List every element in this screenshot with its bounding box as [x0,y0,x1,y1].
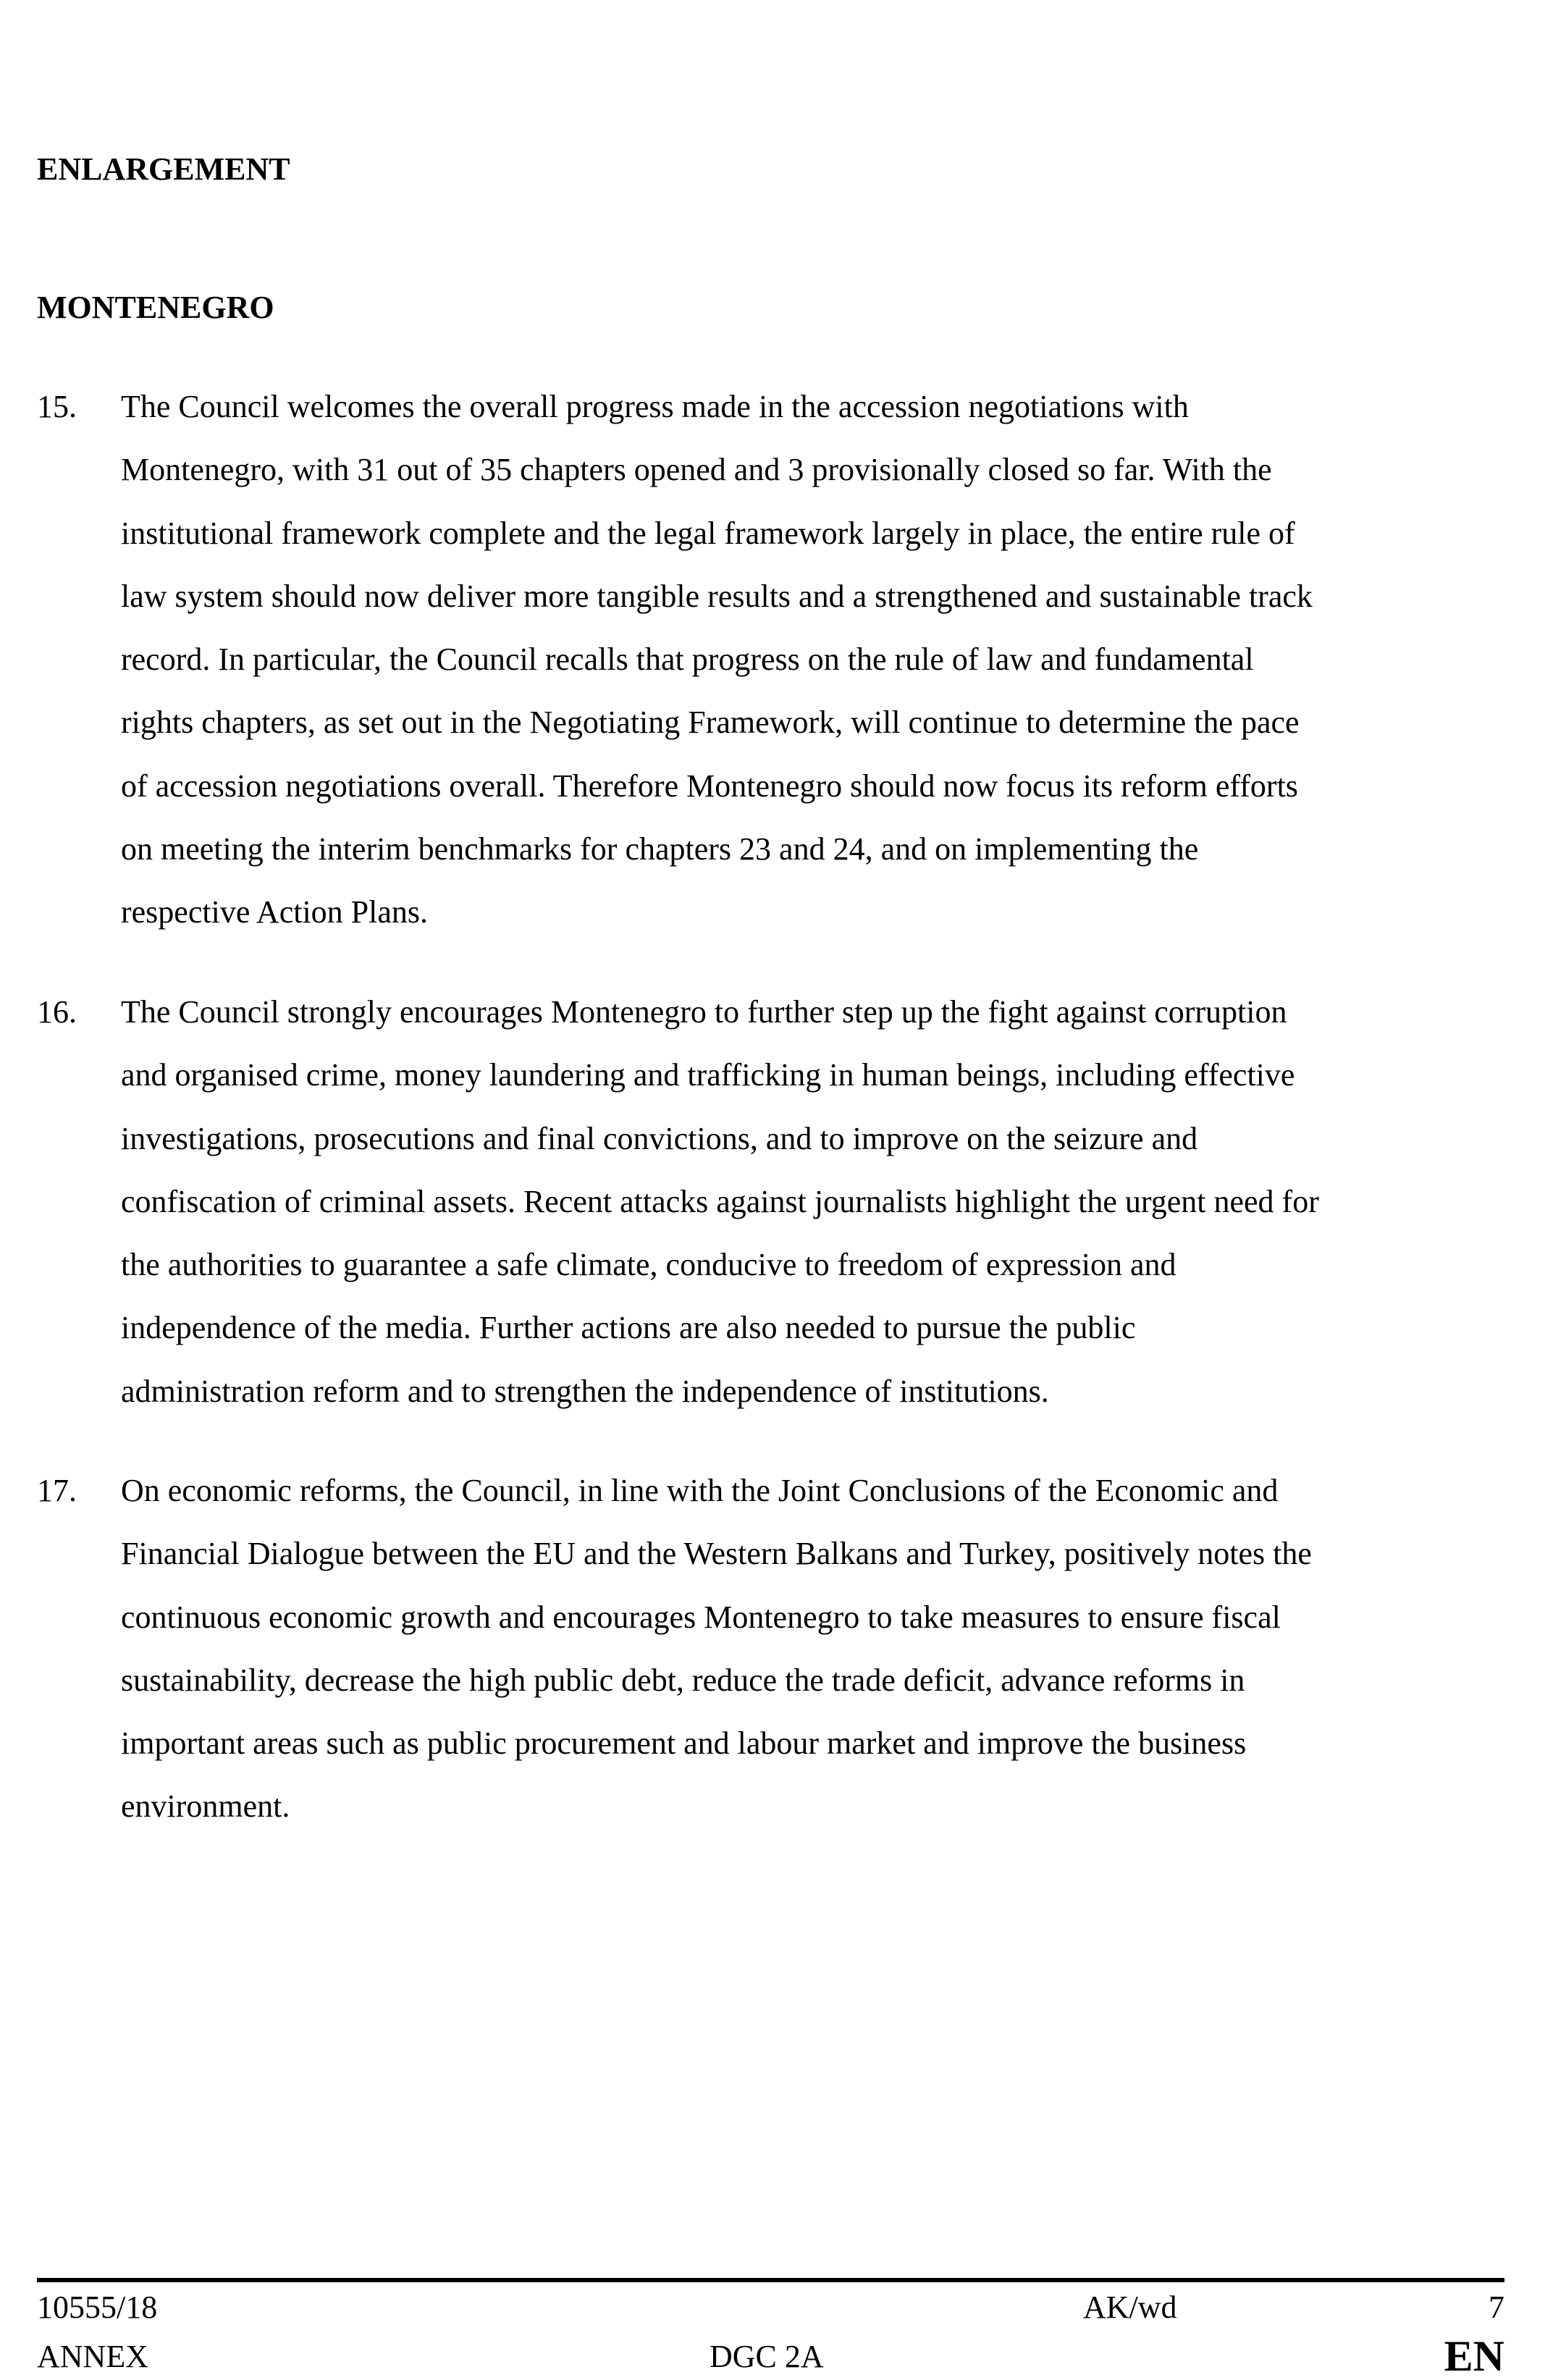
text-line: institutional framework complete and the legal framework largely in place, the entire rule of [121,515,1295,551]
footer-initials: AK/wd [1083,2289,1177,2325]
text-line: law system should now deliver more tangible results and a strengthened and sustainable track [121,578,1313,614]
paragraph-text [121,980,1518,1423]
section-heading: ENLARGEMENT [37,151,290,187]
text-line: confiscation of criminal assets. Recent attacks against journalists highlight the urgent need for [121,1183,1319,1219]
paragraph-number: 15. [37,389,77,424]
text-line: important areas such as public procurement and labour market and improve the business [121,1725,1247,1762]
text-line: administration reform and to strengthen the independence of institutions. [121,1373,1049,1409]
text-line: on meeting the interim benchmarks for chapters 23 and 24, and on implementing the [121,831,1199,867]
text-line: independence of the media. Further actions are also needed to pursue the public [121,1310,1136,1346]
footer-doc-number: 10555/18 [37,2289,158,2325]
paragraph-number: 16. [37,994,77,1030]
text-line: Financial Dialogue between the EU and the Western Balkans and Turkey, positively notes the [121,1536,1312,1572]
text-line: record. In particular, the Council recalls that progress on the rule of law and fundamental [121,642,1254,678]
text-line: Montenegro, with 31 out of 35 chapters opened and 3 provisionally closed so far. With the [121,452,1272,488]
paragraph-number: 17. [37,1473,77,1508]
paragraph-text [121,375,1518,944]
text-line: sustainability, decrease the high public debt, reduce the trade deficit, advance reforms in [121,1662,1245,1698]
text-line: and organised crime, money laundering and trafficking in human beings, including effective [121,1057,1295,1093]
text-line: rights chapters, as set out in the Negotiating Framework, will continue to determine the pace [121,705,1300,741]
paragraph-text [121,1459,1518,1838]
footer-annex-label: ANNEX [37,2339,148,2374]
text-line: The Council strongly encourages Montenegro to further step up the fight against corruption [121,994,1287,1030]
footer-directorate: DGC 2A [710,2339,824,2374]
text-line: respective Action Plans. [121,894,429,930]
text-line: environment. [121,1788,290,1825]
footer-language-code: EN [1444,2332,1504,2380]
text-line: the authorities to guarantee a safe climate, conducive to freedom of expression and [121,1247,1176,1283]
footer-page-number: 7 [1489,2289,1504,2325]
subsection-heading: MONTENEGRO [37,290,274,325]
footer-divider [37,2278,1504,2282]
text-line: The Council welcomes the overall progress made in the accession negotiations with [121,389,1189,424]
text-line: investigations, prosecutions and final convictions, and to improve on the seizure and [121,1120,1198,1156]
text-line: On economic reforms, the Council, in line with the Joint Conclusions of the Economic and [121,1473,1279,1508]
text-line: continuous economic growth and encourages Montenegro to take measures to ensure fiscal [121,1599,1281,1635]
text-line: of accession negotiations overall. Therefore Montenegro should now focus its reform efforts [121,768,1298,804]
